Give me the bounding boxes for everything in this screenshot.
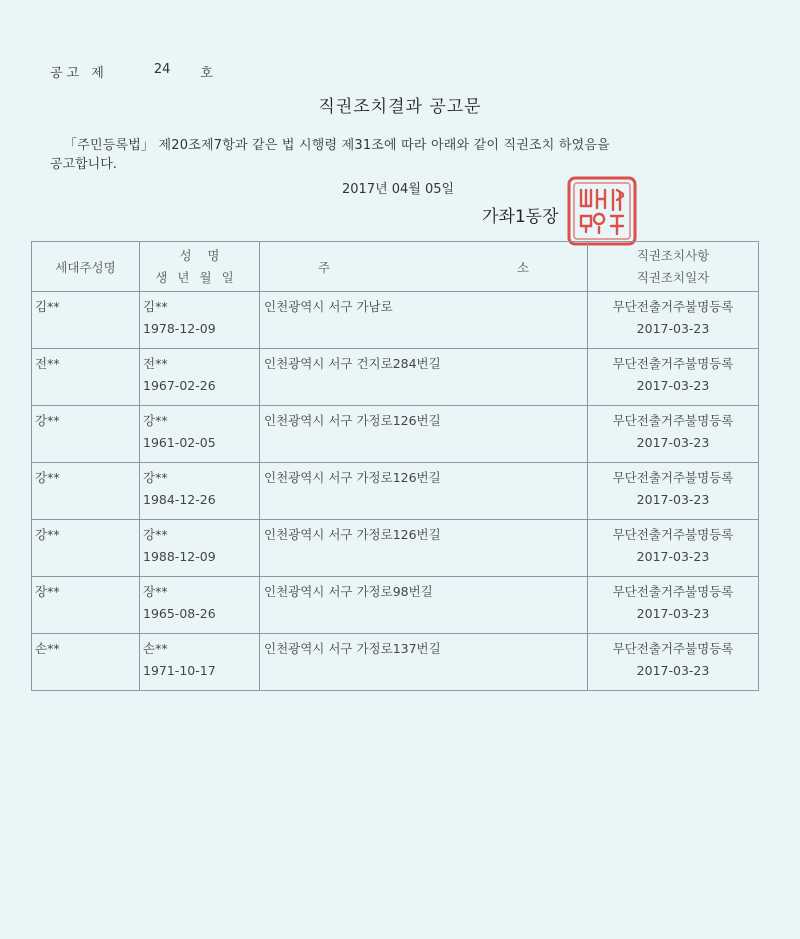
notice-suffix: 호 — [200, 66, 213, 81]
name-birth-cell — [140, 406, 260, 463]
birth-date: 1961-02-05 — [143, 435, 216, 450]
resident-name: 전** — [143, 356, 168, 371]
header-name-birth — [140, 242, 260, 292]
birth-date: 1978-12-09 — [143, 321, 216, 336]
action-cell — [588, 634, 759, 691]
birth-date: 1967-02-26 — [143, 378, 216, 393]
action-cell — [588, 292, 759, 349]
header-address-left: 주 — [318, 259, 331, 275]
address-cell — [260, 292, 588, 349]
address-cell — [260, 520, 588, 577]
action-item: 무단전출거주불명등록 — [612, 413, 734, 428]
action-item: 무단전출거주불명등록 — [612, 470, 734, 485]
householder-name: 강** — [35, 470, 60, 485]
name-birth-cell — [140, 292, 260, 349]
birth-date: 1984-12-26 — [143, 492, 216, 507]
header-address — [260, 242, 588, 292]
table-row — [32, 292, 759, 349]
address: 인천광역시 서구 가정로137번길 — [264, 641, 441, 656]
action-item: 무단전출거주불명등록 — [612, 584, 734, 599]
header-action-item: 직권조치사항 — [636, 247, 710, 263]
table-header-row — [32, 242, 759, 292]
householder-name: 김** — [35, 299, 60, 314]
action-cell — [588, 349, 759, 406]
address-cell — [260, 634, 588, 691]
body-text-line-2: 공고합니다. — [50, 157, 117, 172]
notice-label: 공고 제 — [50, 66, 108, 81]
resident-name: 장** — [143, 584, 168, 599]
birth-date: 1988-12-09 — [143, 549, 216, 564]
header-address-right: 소 — [516, 259, 529, 275]
address: 인천광역시 서구 가정로126번길 — [264, 470, 441, 485]
action-date: 2017-03-23 — [636, 606, 710, 621]
header-householder: 세대주성명 — [32, 242, 140, 292]
header-action-date: 직권조치일자 — [636, 269, 710, 285]
address-cell — [260, 577, 588, 634]
notice-date: 2017년 04월 05일 — [342, 182, 455, 197]
table-row — [32, 520, 759, 577]
address-cell — [260, 463, 588, 520]
action-date: 2017-03-23 — [636, 321, 710, 336]
resident-name: 김** — [143, 299, 168, 314]
name-birth-cell — [140, 463, 260, 520]
issuing-authority: 가좌1동장 — [482, 207, 559, 227]
address: 인천광역시 서구 가정로126번길 — [264, 527, 441, 542]
body-text-line-1: 「주민등록법」 제20조제7항과 같은 법 시행령 제31조에 따라 아래와 같이 직권조치 하였음을 — [64, 138, 610, 153]
resident-name: 강** — [143, 413, 168, 428]
address-cell — [260, 406, 588, 463]
official-seal-icon — [563, 172, 641, 250]
householder-cell — [32, 577, 140, 634]
address: 인천광역시 서구 가정로126번길 — [264, 413, 441, 428]
name-birth-cell — [140, 577, 260, 634]
header-action — [588, 242, 759, 292]
action-item: 무단전출거주불명등록 — [612, 527, 734, 542]
householder-cell — [32, 634, 140, 691]
action-cell — [588, 406, 759, 463]
action-date: 2017-03-23 — [636, 378, 710, 393]
address: 인천광역시 서구 가정로98번길 — [264, 584, 433, 599]
householder-cell — [32, 463, 140, 520]
table-row — [32, 349, 759, 406]
name-birth-cell — [140, 634, 260, 691]
action-date: 2017-03-23 — [636, 549, 710, 564]
action-item: 무단전출거주불명등록 — [612, 299, 734, 314]
document-title: 직권조치결과 공고문 — [318, 97, 482, 117]
action-date: 2017-03-23 — [636, 492, 710, 507]
action-cell — [588, 463, 759, 520]
table-row — [32, 577, 759, 634]
resident-name: 손** — [143, 641, 168, 656]
table-row — [32, 463, 759, 520]
notice-number: 24 — [153, 62, 171, 77]
resident-name: 강** — [143, 527, 168, 542]
birth-date: 1965-08-26 — [143, 606, 216, 621]
birth-date: 1971-10-17 — [143, 663, 216, 678]
name-birth-cell — [140, 349, 260, 406]
action-cell — [588, 577, 759, 634]
action-item: 무단전출거주불명등록 — [612, 356, 734, 371]
householder-cell — [32, 520, 140, 577]
householder-name: 강** — [35, 413, 60, 428]
householder-name: 강** — [35, 527, 60, 542]
action-date: 2017-03-23 — [636, 663, 710, 678]
name-birth-cell — [140, 520, 260, 577]
householder-cell — [32, 349, 140, 406]
householder-name: 전** — [35, 356, 60, 371]
notice-number-line — [50, 62, 213, 81]
action-cell — [588, 520, 759, 577]
header-birth: 생년월일 — [155, 269, 244, 285]
address-cell — [260, 349, 588, 406]
table-row — [32, 634, 759, 691]
residents-table — [31, 241, 759, 691]
action-date: 2017-03-23 — [636, 435, 710, 450]
address: 인천광역시 서구 가남로 — [264, 299, 393, 314]
householder-name: 손** — [35, 641, 60, 656]
action-item: 무단전출거주불명등록 — [612, 641, 734, 656]
address: 인천광역시 서구 건지로284번길 — [264, 356, 441, 371]
resident-name: 강** — [143, 470, 168, 485]
table-row — [32, 406, 759, 463]
householder-cell — [32, 292, 140, 349]
header-name: 성 명 — [179, 247, 220, 263]
householder-cell — [32, 406, 140, 463]
householder-name: 장** — [35, 584, 60, 599]
